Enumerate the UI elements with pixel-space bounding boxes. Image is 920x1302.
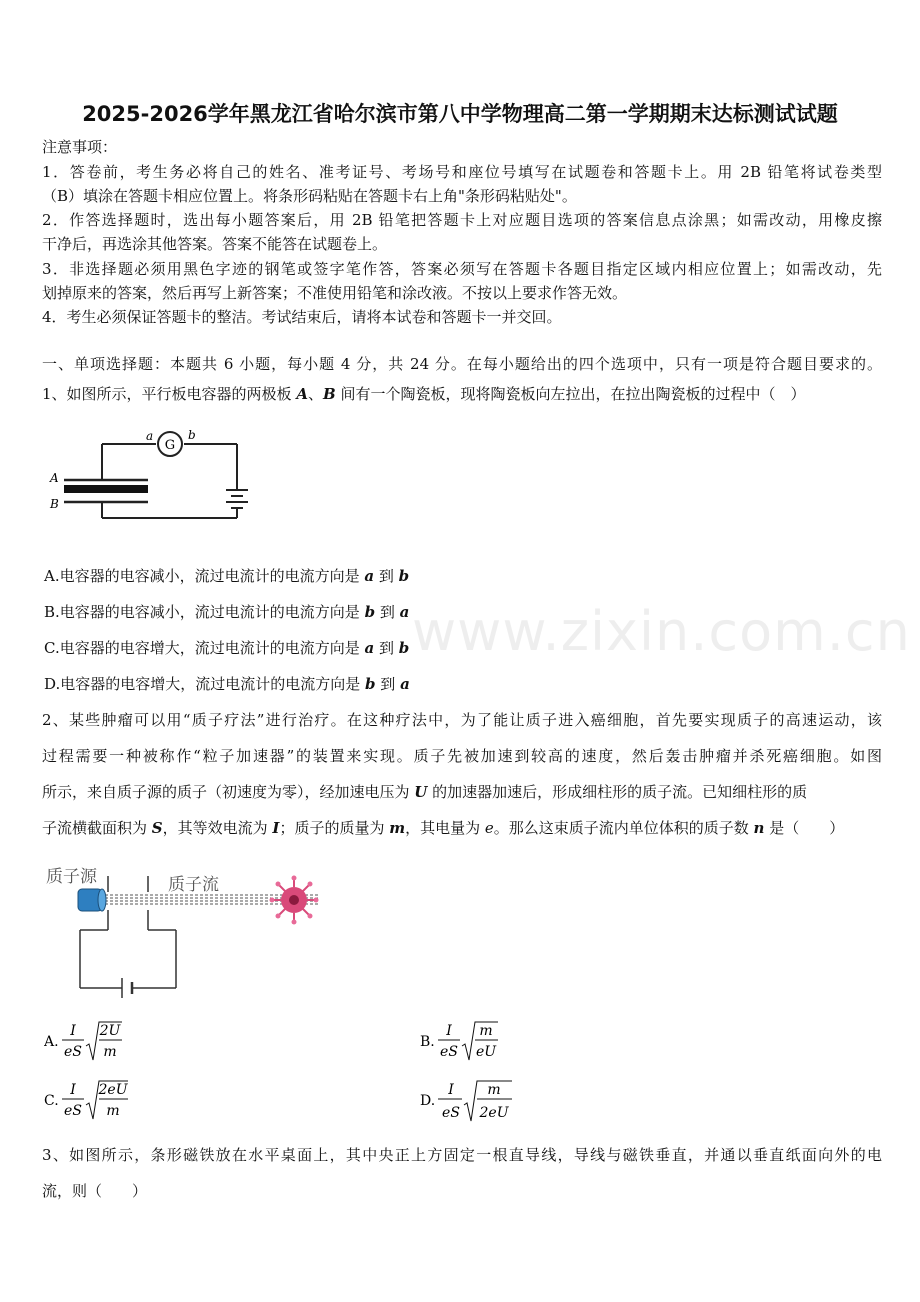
svg-text:I: I bbox=[448, 1082, 454, 1098]
page-title: 2025-2026学年黑龙江省哈尔滨市第八中学物理高二第一学期期末达标测试试题 bbox=[82, 102, 838, 126]
q2-option-a[interactable] bbox=[44, 1018, 164, 1064]
q3-line-1: 3、如图所示，条形磁铁放在水平桌面上，其中央正上方固定一根直导线，导线与磁铁垂直，并通以垂直纸面向外的电 bbox=[42, 1146, 882, 1164]
label-a: a bbox=[146, 429, 154, 443]
section-heading: 一、单项选择题：本题共 6 小题，每小题 4 分，共 24 分。在每小题给出的四个选项中，只有一项是符合题目要求的。 bbox=[42, 355, 882, 373]
q1-option-d[interactable]: D.电容器的电容增大，流过电流计的电流方向是 b 到 a bbox=[44, 675, 410, 693]
label-proton-source: 质子源 bbox=[46, 867, 97, 887]
svg-text:2U: 2U bbox=[99, 1023, 121, 1039]
q2-line-3: 所示，来自质子源的质子（初速度为零），经加速电压为 U 的加速器加速后，形成细柱形的质子流。已知细柱形的质 bbox=[42, 783, 808, 801]
q2-line-2: 过程需要一种被称作“粒子加速器”的装置来实现。质子先被加速到较高的速度，然后轰击肿瘤并杀死癌细胞。如图 bbox=[42, 747, 882, 765]
galvanometer-label: G bbox=[164, 438, 176, 453]
watermark: www.zixin.com.cn bbox=[412, 600, 911, 663]
cancer-cell-icon bbox=[270, 876, 319, 925]
notice-line-6: 划掉原来的答案，然后再写上新答案；不准使用铅笔和涂改液。不按以上要求作答无效。 bbox=[42, 284, 628, 302]
notice-line-7: 4．考生必须保证答题卡的整洁。考试结束后，请将本试卷和答题卡一并交回。 bbox=[42, 308, 562, 326]
svg-text:B.: B. bbox=[420, 1034, 435, 1050]
svg-text:eS: eS bbox=[64, 1044, 82, 1060]
q2-line-4: 子流横截面积为 S，其等效电流为 I；质子的质量为 m，其电量为 e。那么这束质子流内单位体积的质子数 n 是（ ） bbox=[42, 819, 845, 837]
notice-line-1: 1．答卷前，考生务必将自己的姓名、准考证号、考场号和座位号填写在试题卷和答题卡上。用 2B 铅笔将试卷类型 bbox=[42, 163, 882, 181]
svg-text:eS: eS bbox=[440, 1044, 458, 1060]
q2-accelerator-diagram bbox=[44, 860, 334, 1005]
svg-text:I: I bbox=[446, 1023, 452, 1039]
svg-text:eS: eS bbox=[64, 1103, 82, 1119]
svg-text:m: m bbox=[479, 1023, 493, 1039]
svg-text:m: m bbox=[106, 1103, 120, 1119]
svg-text:A.: A. bbox=[44, 1034, 59, 1050]
svg-text:I: I bbox=[70, 1023, 76, 1039]
notice-heading: 注意事项： bbox=[42, 138, 118, 156]
svg-text:m: m bbox=[487, 1082, 501, 1098]
notice-line-2: （B）填涂在答题卡相应位置上。将条形码粘贴在答题卡右上角"条形码粘贴处"。 bbox=[42, 187, 577, 205]
notice-line-5: 3．非选择题必须用黑色字迹的钢笔或签字笔作答，答案必须写在答题卡各题目指定区域内相应位置上；如需改动，先 bbox=[42, 260, 882, 278]
svg-text:D.: D. bbox=[420, 1093, 436, 1109]
svg-text:eS: eS bbox=[442, 1105, 460, 1121]
q1-option-c[interactable]: C.电容器的电容增大，流过电流计的电流方向是 a 到 b bbox=[44, 639, 410, 657]
q2-option-b[interactable] bbox=[420, 1018, 540, 1064]
ceramic-slab bbox=[64, 485, 148, 493]
svg-text:m: m bbox=[103, 1044, 117, 1060]
label-b: b bbox=[188, 428, 196, 442]
q2-line-1: 2、某些肿瘤可以用“质子疗法”进行治疗。在这种疗法中，为了能让质子进入癌细胞，首先要实现质子的高速运动，该 bbox=[42, 711, 882, 729]
q3-line-2: 流，则（ ） bbox=[42, 1182, 148, 1200]
notice-line-3: 2．作答选择题时，选出每小题答案后，用 2B 铅笔把答题卡上对应题目选项的答案信息点涂黑；如需改动，用橡皮擦 bbox=[42, 211, 882, 229]
svg-text:C.: C. bbox=[44, 1093, 59, 1109]
q2-option-c[interactable] bbox=[44, 1077, 174, 1123]
q1-option-b[interactable]: B.电容器的电容减小，流过电流计的电流方向是 b 到 a bbox=[44, 603, 410, 621]
q1-stem: 1、如图所示，平行板电容器的两极板 A、B 间有一个陶瓷板，现将陶瓷板向左拉出，在拉出陶瓷板的过程中（ ） bbox=[42, 385, 806, 403]
label-proton-stream: 质子流 bbox=[168, 875, 219, 895]
svg-text:eU: eU bbox=[475, 1044, 497, 1060]
q1-option-a[interactable]: A.电容器的电容减小，流过电流计的电流方向是 a 到 b bbox=[44, 567, 410, 585]
label-plate-a: A bbox=[50, 471, 59, 485]
svg-text:I: I bbox=[70, 1082, 76, 1098]
label-plate-b: B bbox=[50, 497, 59, 511]
notice-line-4: 干净后，再选涂其他答案。答案不能答在试题卷上。 bbox=[42, 235, 388, 253]
svg-text:2eU: 2eU bbox=[98, 1082, 128, 1098]
q1-capacitor-diagram bbox=[44, 424, 254, 524]
svg-text:2eU: 2eU bbox=[479, 1105, 509, 1121]
q2-option-d[interactable] bbox=[420, 1077, 550, 1127]
